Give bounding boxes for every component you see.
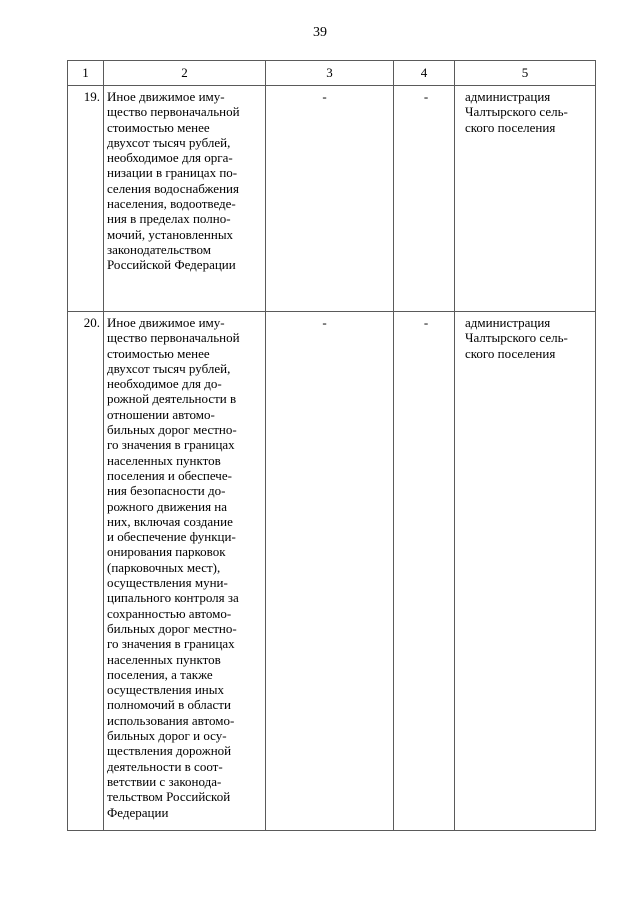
property-description: Иное движимое иму- щество первоначальной стоимостью менее двухсот тысяч рублей, необходимое для до- рожной деятельности в отношении автомо- бильных дорог местно- го значения в границах населенных пунктов поселения и обеспече- ния безопасности до- рожного движения на них, включая создание и обеспечение функци- онирования парковок (парковочных мест), осуществления муни- ципального контроля за сохранностью автомо- бильных дорог местно- го значения в границах населенных пунктов поселения, а также осуществления иных полномочий в области использования автомо- бильных дорог и осу- ществления дорожной деятельности в соот- ветствии с законода- тельством Российской Федерации: [104, 312, 266, 831]
table-row: [68, 312, 596, 831]
header-cell-1: 1: [68, 61, 104, 86]
header-cell-5: 5: [455, 61, 596, 86]
column-4-value: -: [394, 312, 455, 831]
table-header-row: [68, 61, 596, 86]
property-description: Иное движимое иму- щество первоначальной стоимостью менее двухсот тысяч рублей, необходимое для орга- низации в границах по- селения водоснабжения населения, водоотведе- ния в пределах полно- мочий, установленных законодательством Российской Федерации: [104, 86, 266, 312]
column-3-value: -: [266, 312, 394, 831]
table-row: [68, 86, 596, 312]
header-cell-2: 2: [104, 61, 266, 86]
row-number: 19.: [68, 86, 104, 312]
owner-organization: администрация Чалтырского сель- ского поселения: [455, 312, 596, 831]
property-table: [67, 60, 596, 831]
page-number: 39: [313, 25, 327, 40]
column-3-value: -: [266, 86, 394, 312]
owner-organization: администрация Чалтырского сель- ского поселения: [455, 86, 596, 312]
row-number: 20.: [68, 312, 104, 831]
header-cell-3: 3: [266, 61, 394, 86]
header-cell-4: 4: [394, 61, 455, 86]
column-4-value: -: [394, 86, 455, 312]
